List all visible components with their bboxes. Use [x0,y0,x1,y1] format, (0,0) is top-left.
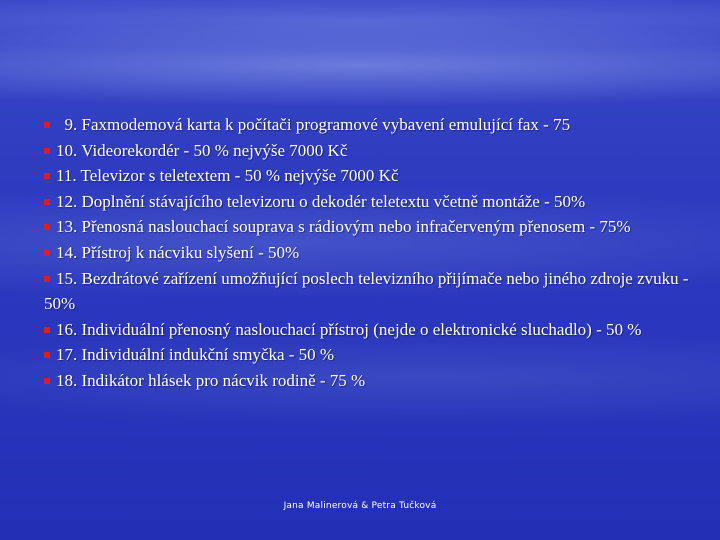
item-text: 11. Televizor s teletextem - 50 % nejvýše 7000 Kč [56,166,399,186]
list-item [44,138,694,164]
item-text: 12. Doplnění stávajícího televizoru o dekodér teletextu včetně montáže - 50% [56,191,586,211]
bullet-icon [44,224,50,230]
item-text: 13. Přenosná naslouchací souprava s rádiovým nebo infračerveným přenosem - 75% [56,217,631,237]
footer-authors: Jana Malinerová & Petra Tučková [283,501,437,511]
bullet-icon [44,122,50,128]
bullet-icon [44,250,50,256]
bullet-icon [44,173,50,179]
list-item [44,240,694,266]
list-item [44,163,694,189]
item-text: 10. Videorekordér - 50 % nejvýše 7000 Kč [56,140,348,160]
item-text: 9. Faxmodemová karta k počítači programové vybavení emulující fax - 75 [56,115,571,134]
item-text: 16. Individuální přenosný naslouchací přístroj (nejde o elektronické sluchadlo) - 50 % [56,319,642,339]
list-item [44,189,694,215]
item-text: 14. Přístroj k nácviku slyšení - 50% [56,242,300,262]
list-item [44,317,694,343]
bullet-icon [44,199,50,205]
bullet-icon [44,276,50,282]
bullet-icon [44,352,50,358]
slide-content [44,112,694,394]
list-item [44,342,694,368]
item-text: 18. Indikátor hlásek pro nácvik rodině - 75 % [56,370,366,390]
list-item [44,266,694,317]
bullet-icon [44,327,50,333]
item-text: 15. Bezdrátové zařízení umožňující poslech televizního přijímače nebo jiného zdroje zvuku - 50% [44,268,689,314]
item-text: 17. Individuální indukční smyčka - 50 % [56,345,335,365]
list-item [44,112,694,138]
bullet-icon [44,378,50,384]
list-item [44,214,694,240]
bullet-icon [44,148,50,154]
list-item [44,368,694,394]
